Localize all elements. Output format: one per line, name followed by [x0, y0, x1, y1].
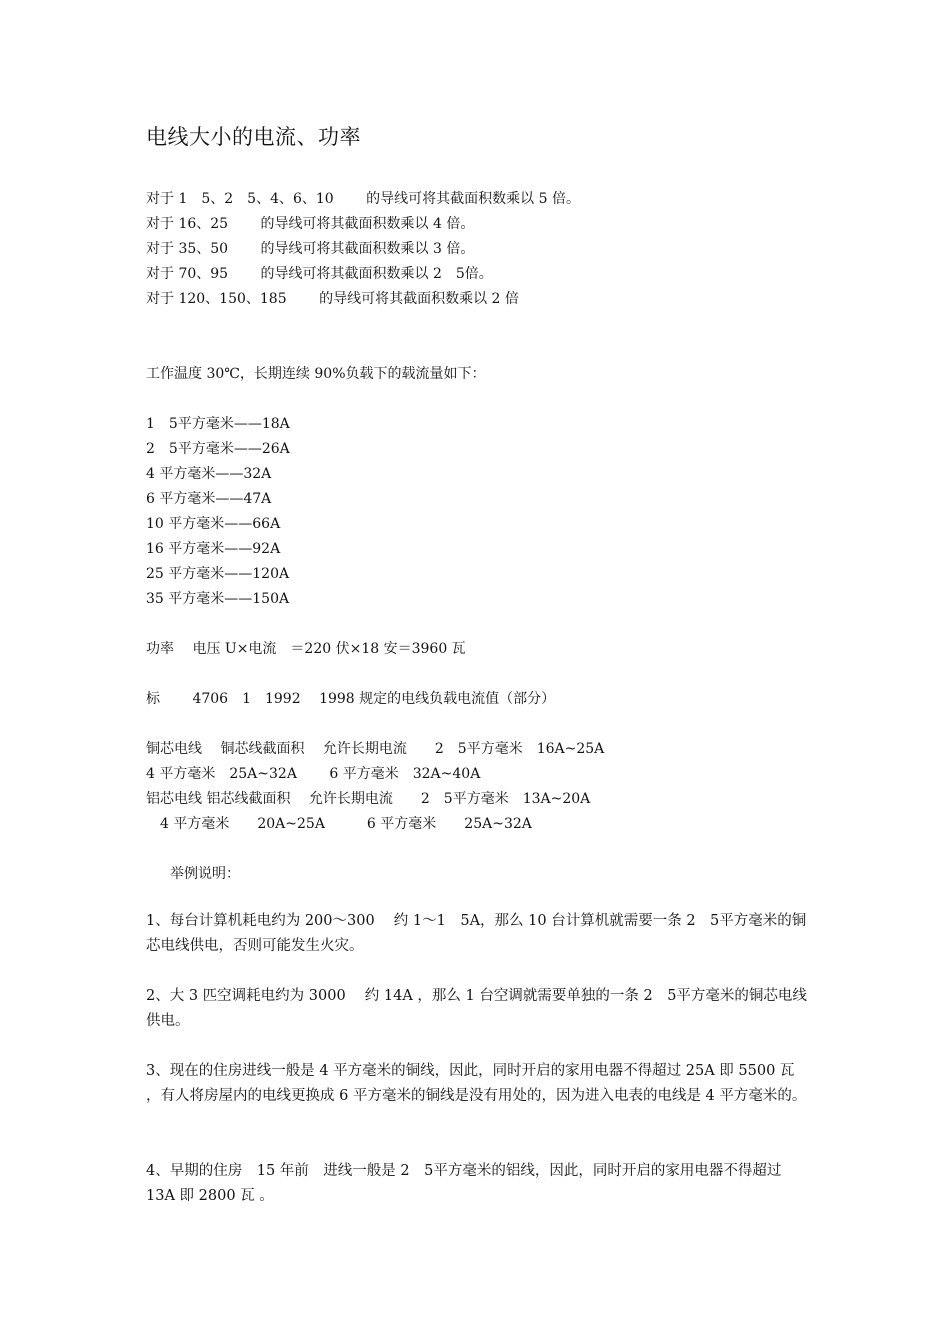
ampacity-item: 1 5平方毫米——18A [146, 416, 290, 432]
ampacity-item: 35 平方毫米——150A [146, 591, 290, 607]
ampacity-item: 25 平方毫米——120A [146, 566, 290, 582]
multiplier-rule: 对于 35、50 的导线可将其截面积数乘以 3 倍。 [146, 241, 475, 257]
example-paragraph: 4、早期的住房 15 年前 进线一般是 2 5平方毫米的铝线，因此，同时开启的家用电器不得超过 13A 即 2800 瓦 。 [146, 1163, 782, 1204]
load-table-row: 4 平方毫米 25A~32A 6 平方毫米 32A~40A [146, 766, 481, 782]
ampacity-item: 10 平方毫米——66A [146, 516, 281, 532]
load-table-row: 4 平方毫米 20A~25A 6 平方毫米 25A~32A [146, 816, 532, 832]
power-formula: 功率 电压 U×电流 ＝220 伏×18 安＝3960 瓦 [146, 641, 466, 657]
example-paragraph: 3、现在的住房进线一般是 4 平方毫米的铜线，因此，同时开启的家用电器不得超过 25A 即 5500 瓦 ，有人将房屋内的电线更换成 6 平方毫米的铜线是没有用处的，因为进入电表的电线是 4 平方毫米的。 [146, 1063, 807, 1104]
multiplier-rule: 对于 1 5、2 5、4、6、10 的导线可将其截面积数乘以 5 倍。 [146, 191, 580, 207]
ampacity-intro: 工作温度 30℃，长期连续 90%负载下的载流量如下： [146, 366, 486, 382]
load-table-row: 铜芯电线 铜芯线截面积 允许长期电流 2 5平方毫米 16A~25A [146, 741, 605, 757]
multiplier-rule: 对于 120、150、185 的导线可将其截面积数乘以 2 倍 [146, 291, 519, 307]
ampacity-item: 16 平方毫米——92A [146, 541, 281, 557]
multiplier-rule: 对于 70、95 的导线可将其截面积数乘以 2 5倍。 [146, 266, 493, 282]
load-table-row: 铝芯电线 铝芯线截面积 允许长期电流 2 5平方毫米 13A~20A [146, 791, 591, 807]
ampacity-item: 2 5平方毫米——26A [146, 441, 290, 457]
example-paragraph: 1、每台计算机耗电约为 200～300 约 1～1 5A，那么 10 台计算机就需要一条 2 5平方毫米的铜芯电线供电，否则可能发生火灾。 [146, 913, 807, 954]
multiplier-rule: 对于 16、25 的导线可将其截面积数乘以 4 倍。 [146, 216, 475, 232]
ampacity-item: 4 平方毫米——32A [146, 466, 272, 482]
standard-line: 标 4706 1 1992 1998 规定的电线负载电流值（部分） [146, 691, 556, 707]
document-title: 电线大小的电流、功率 [146, 125, 361, 149]
ampacity-item: 6 平方毫米——47A [146, 491, 272, 507]
example-paragraph: 2、大 3 匹空调耗电约为 3000 约 14A ，那么 1 台空调就需要单独的一条 2 5平方毫米的铜芯电线供电。 [146, 988, 807, 1029]
examples-heading: 举例说明： [170, 866, 240, 882]
